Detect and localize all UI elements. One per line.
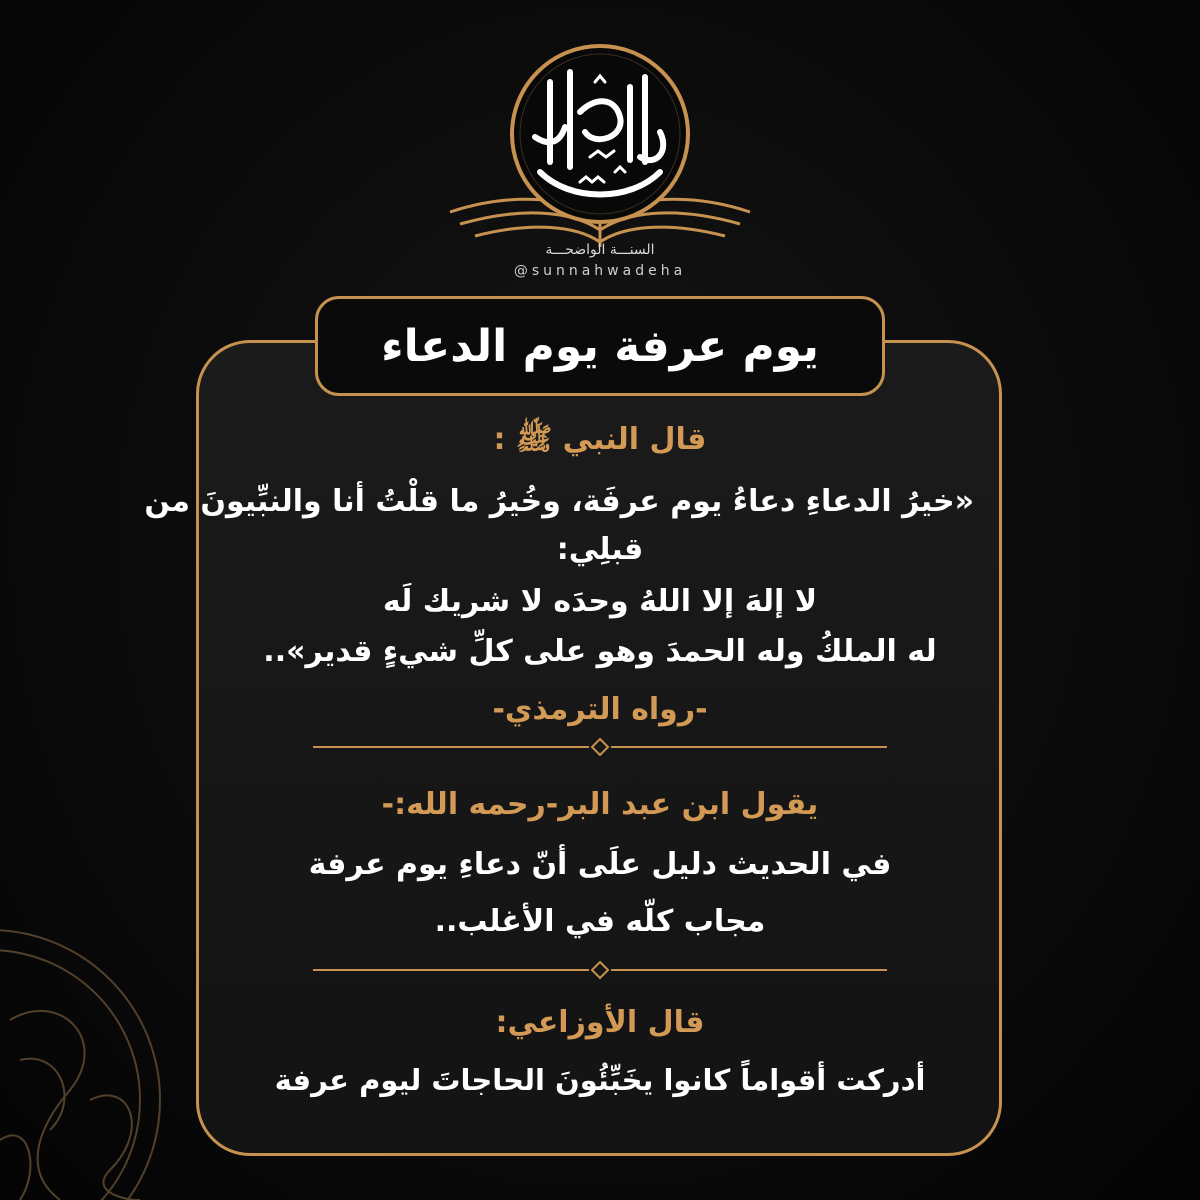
quote-line-2: مجاب كلّه في الأغلب.. [434, 904, 766, 939]
brand-handle: @sunnahwadeha [513, 263, 687, 279]
hadith-source: -رواه الترمذي- [492, 692, 708, 727]
divider-diamond-icon [313, 737, 887, 757]
brand-name: السنـــة الواضحـــة [545, 242, 655, 258]
section-heading-prophet: قال النبي ﷺ : [493, 422, 707, 457]
brand-logo-icon [430, 42, 770, 252]
section-heading-ibn-abd-albarr: يقول ابن عبد البر-رحمه الله:- [381, 787, 819, 822]
hadith-line-4: له الملكُ وله الحمدَ وهو على كلِّ شيءٍ قدير».. [263, 634, 937, 669]
hadith-line-1: «خيرُ الدعاءِ دعاءُ يوم عرفَة، وخُيرُ ما قلْتُ أنا والنبِّيونَ من [144, 484, 974, 519]
awzai-quote-line: أدركت أقواماً كانوا يخَبِّئُونَ الحاجاتَ ليوم عرفة [274, 1063, 926, 1097]
title-banner [315, 296, 885, 396]
hadith-line-2: قبلِي: [556, 532, 644, 567]
divider-diamond-icon [313, 960, 887, 980]
quote-line-1: في الحديث دليل علَى أنّ دعاءِ يوم عرفة [308, 847, 892, 882]
hadith-line-3: لا إلهَ إلا اللهُ وحدَه لا شريك لَه [382, 584, 818, 619]
section-heading-awzai: قال الأوزاعي: [495, 1005, 705, 1040]
page-title: يوم عرفة يوم الدعاء [381, 320, 819, 372]
